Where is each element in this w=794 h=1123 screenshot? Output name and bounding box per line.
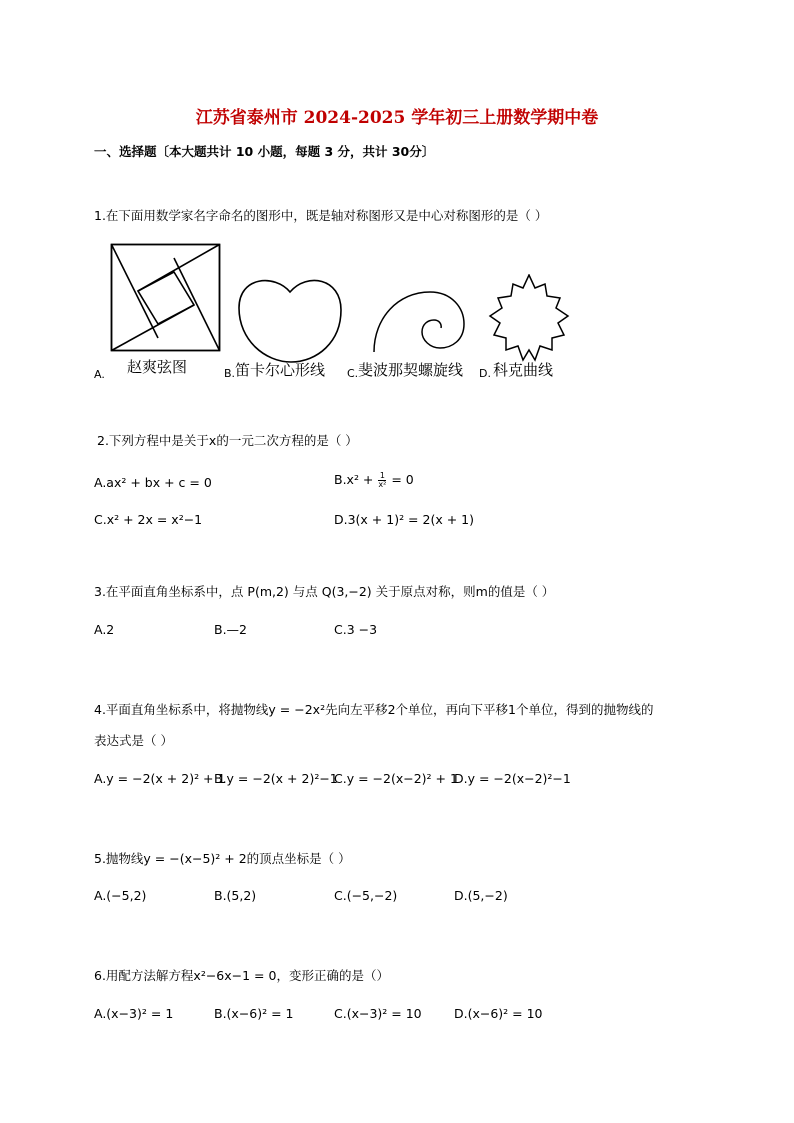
question-2-stem: 2.下列方程中是关于x的一元二次方程的是（ ） [97, 433, 358, 448]
question-1-stem: 1.在下面用数学家名字命名的图形中，既是轴对称图形又是中心对称图形的是（ ） [94, 208, 548, 223]
q5-option-a: A.(−5,2) [94, 888, 147, 903]
q1-option-b-letter: B. [224, 367, 236, 380]
q2-fraction-numerator: 1 [379, 471, 385, 480]
q5-option-b: B.(5,2) [214, 888, 257, 903]
q2-option-a: A.ax² + bx + c = 0 [94, 475, 212, 490]
q2-option-d: D.3(x + 1)² = 2(x + 1) [334, 512, 474, 527]
q4-option-d: D.y = −2(x−2)²−1 [454, 771, 571, 786]
q2-option-c: C.x² + 2x = x²−1 [94, 512, 203, 527]
q6-option-a: A.(x−3)² = 1 [94, 1006, 174, 1021]
question-4-stem-line2: 表达式是（ ） [94, 733, 173, 748]
section-heading: 一、选择题〔本大题共计 10 小题，每题 3 分，共计 30分〕 [94, 144, 435, 159]
q6-option-c: C.(x−3)² = 10 [334, 1006, 422, 1021]
q5-option-c: C.(−5,−2) [334, 888, 398, 903]
q3-option-c: C.3 −3 [334, 622, 378, 637]
question-5-stem: 5.抛物线y = −(x−5)² + 2的顶点坐标是（ ） [94, 851, 351, 866]
q4-option-a: A.y = −2(x + 2)² + 1 [94, 771, 226, 786]
question-4-stem-line1: 4.平面直角坐标系中，将抛物线y = −2x²先向左平移2个单位，再向下平移1个单位，得到的抛物线的 [94, 702, 654, 717]
q4-option-b: B.y = −2(x + 2)²−1 [214, 771, 338, 786]
q6-option-d: D.(x−6)² = 10 [454, 1006, 543, 1021]
page-title: 江苏省泰州市 2024-2025 学年初三上册数学期中卷 [195, 108, 599, 128]
question-6-stem: 6.用配方法解方程x²−6x−1 = 0，变形正确的是（） [94, 968, 389, 983]
q2-option-b-prefix: B.x² + [334, 472, 378, 487]
q6-option-b: B.(x−6)² = 1 [214, 1006, 294, 1021]
zhao-shuang-diagram [110, 243, 222, 353]
q2-option-b-suffix: = 0 [387, 472, 414, 487]
q3-option-b: B.—2 [214, 622, 248, 637]
q3-option-a: A.2 [94, 622, 115, 637]
q1-option-b-caption: 笛卡尔心形线 [235, 361, 326, 379]
q1-option-d-letter: D. [479, 367, 491, 380]
q5-option-d: D.(5,−2) [454, 888, 508, 903]
q1-option-a-caption: 赵爽弦图 [127, 358, 188, 376]
q4-option-c: C.y = −2(x−2)² + 1 [334, 771, 458, 786]
q1-option-c-caption: 斐波那契螺旋线 [358, 361, 464, 379]
q2-option-b [334, 472, 414, 489]
koch-snowflake [488, 274, 570, 368]
question-3-stem: 3.在平面直角坐标系中，点 P(m,2) 与点 Q(3,−2) 关于原点对称，则m的值是（ ） [94, 584, 555, 599]
cardioid-curve [235, 274, 345, 366]
q1-option-c-letter: C. [347, 367, 359, 380]
q2-fraction-denominator: x² [378, 480, 387, 489]
q2-option-b-fraction [378, 472, 386, 489]
q1-option-a-letter: A. [94, 368, 105, 381]
fibonacci-spiral [368, 288, 468, 354]
q1-option-d-caption: 科克曲线 [493, 361, 554, 379]
